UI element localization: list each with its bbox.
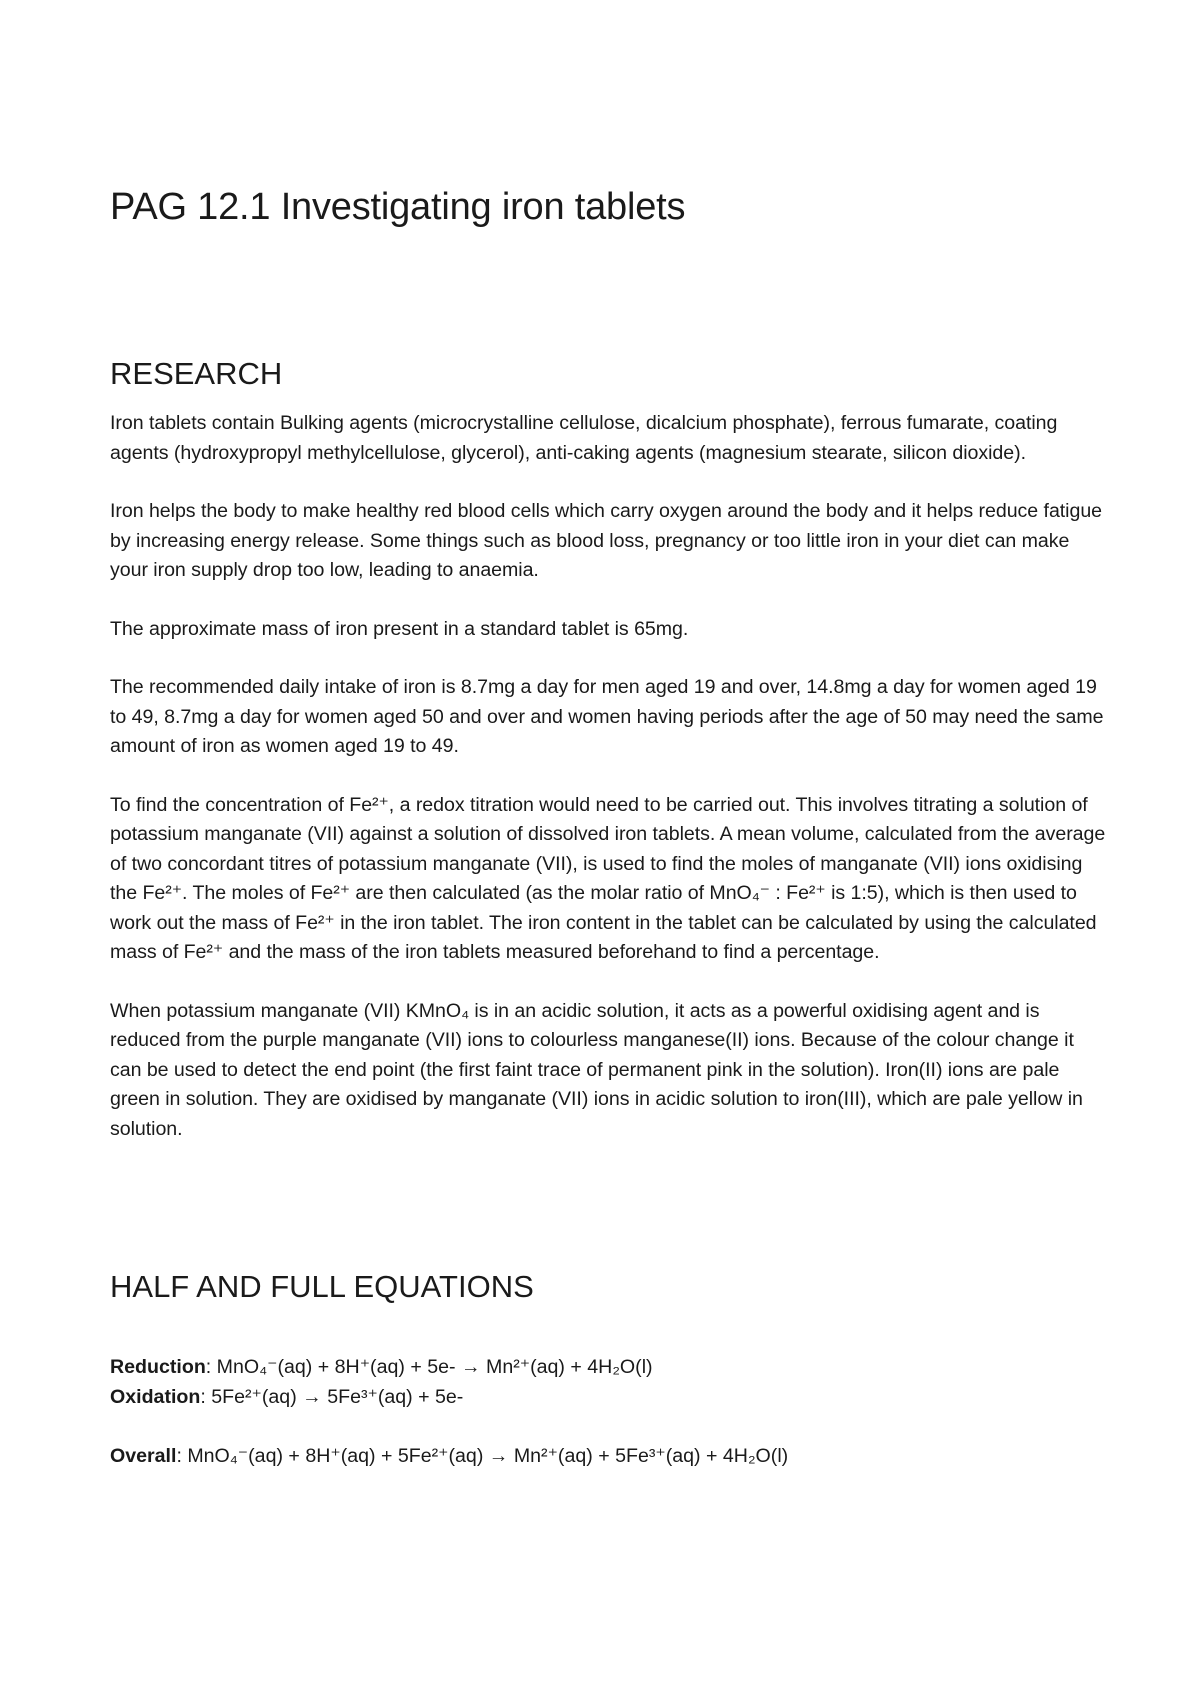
reduction-equation (110, 1353, 1110, 1383)
oxidation-equation (110, 1383, 1110, 1413)
overall-label: Overall (110, 1444, 177, 1467)
research-paragraph-mass: The approximate mass of iron present in a standard tablet is 65mg. (110, 617, 689, 640)
reduction-label: Reduction (110, 1356, 206, 1378)
research-paragraph-titration: To find the concentration of Fe²⁺, a redox titration would need to be carried out. This involves titrating a solution of potassium manganate (VII) against a solution of dissolved iron tablets. A mean volume, calculated from the average of two concordant titres of potassium manganate (VII), is used to find the moles of manganate (VII) ions oxidising the Fe²⁺. The moles of Fe²⁺ are then calculated (as the molar ratio of MnO₄⁻ : Fe²⁺ is 1:5), which is then used to work out the mass of Fe²⁺ in the iron tablet. The iron content in the tablet can be calculated by using the calculated mass of Fe²⁺ and the mass of the iron tablets measured beforehand to find a percentage. (110, 793, 1106, 963)
research-paragraph-daily-intake: The recommended daily intake of iron is 8.7mg a day for men aged 19 and over, 14.8mg a day for women aged 19 to 49, 8.7mg a day for women aged 50 and over and women having periods after the age of 50 may need the same amount of iron as women aged 19 to 49. (110, 676, 1104, 757)
overall-equation (110, 1442, 1110, 1472)
research-paragraph-ingredients: Iron tablets contain Bulking agents (microcrystalline cellulose, dicalcium phosphate), ferrous fumarate, coating agents (hydroxypropyl methylcellulose, glycerol), anti-caking agents (magnesium stearate, silicon dioxide). (110, 412, 1058, 464)
equation-spacer (110, 1412, 1110, 1442)
research-paragraph-health: Iron helps the body to make healthy red blood cells which carry oxygen around the body and it helps reduce fatigue by increasing energy release. Some things such as blood loss, pregnancy or too little iron in your diet can make your iron supply drop too low, leading to anaemia. (110, 500, 1103, 581)
equations-heading: HALF AND FULL EQUATIONS (110, 1269, 534, 1304)
equations-section (110, 1353, 1110, 1471)
document-page (110, 0, 1110, 1694)
overall-equation-text: : MnO₄⁻(aq) + 8H⁺(aq) + 5Fe²⁺(aq) → Mn²⁺(aq) + 5Fe³⁺(aq) + 4H₂O(l) (176, 1444, 789, 1467)
oxidation-equation-text: : 5Fe²⁺(aq) → 5Fe³⁺(aq) + 5e- (200, 1385, 464, 1408)
reduction-equation-text: : MnO₄⁻(aq) + 8H⁺(aq) + 5e- → Mn²⁺(aq) + 4H₂O(l) (205, 1356, 653, 1378)
page-title: PAG 12.1 Investigating iron tablets (110, 186, 686, 228)
research-paragraph-manganate: When potassium manganate (VII) KMnO₄ is in an acidic solution, it acts as a powerful oxidising agent and is reduced from the purple manganate (VII) ions to colourless manganese(II) ions. Because of the colour change it can be used to detect the end point (the first faint trace of permanent pink in the solution). Iron(II) ions are pale green in solution. They are oxidised by manganate (VII) ions in acidic solution to iron(III), which are pale yellow in solution. (110, 999, 1083, 1140)
research-section (110, 409, 1110, 1173)
research-heading: RESEARCH (110, 356, 283, 391)
oxidation-label: Oxidation (110, 1385, 201, 1408)
